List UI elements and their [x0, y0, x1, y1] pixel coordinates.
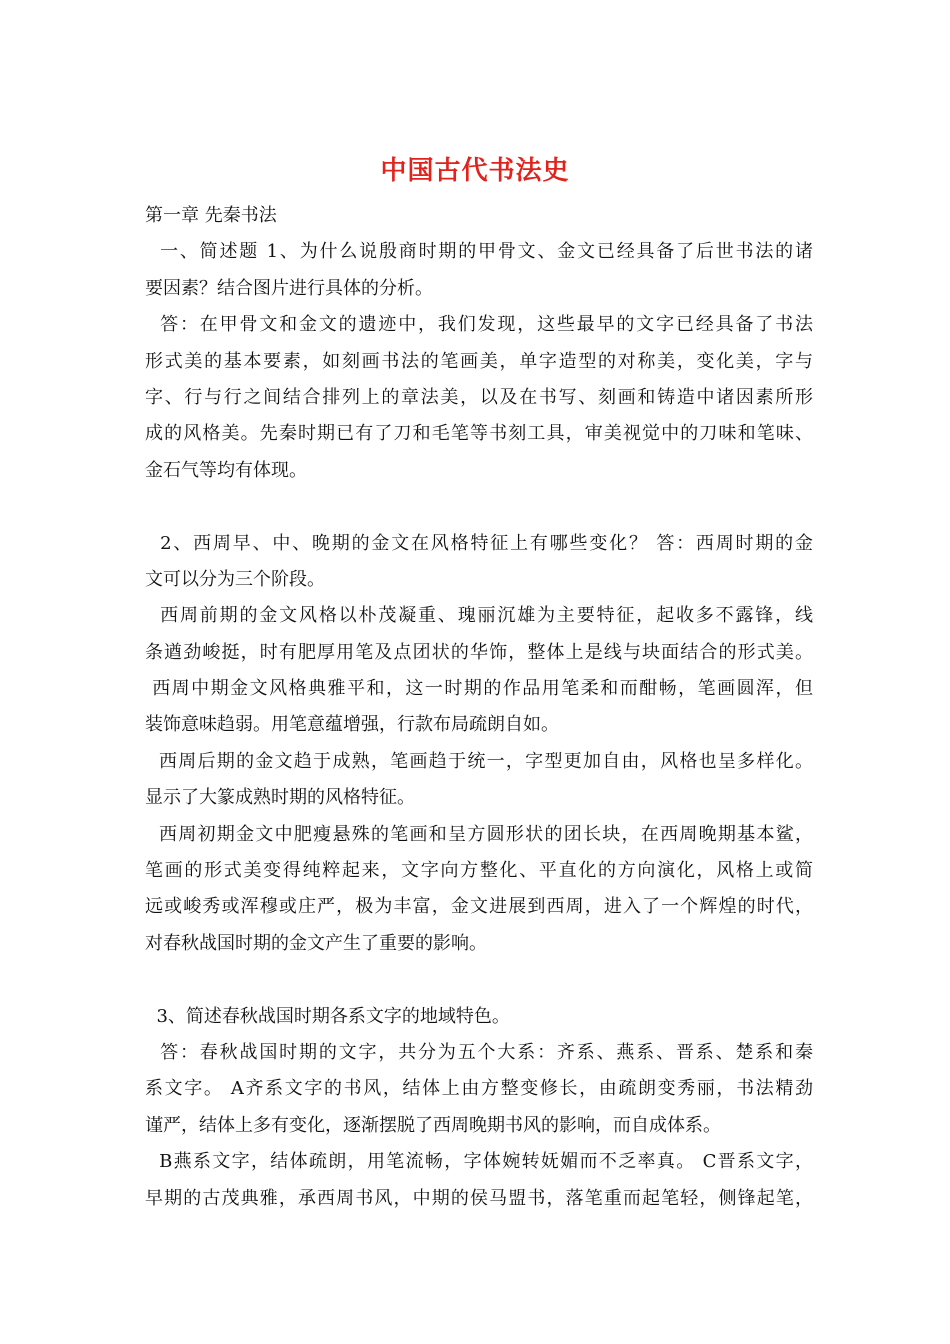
text-line: 条遒劲峻挺，时有肥厚用笔及点团状的华饰，整体上是线与块面结合的形式美。: [145, 641, 813, 663]
text-line: 对春秋战国时期的金文产生了重要的影响。: [145, 932, 487, 954]
text-line: 西周前期的金文风格以朴茂凝重、瑰丽沉雄为主要特征，起收多不露锋，线: [145, 605, 813, 627]
text-line: 远或峻秀或浑穆或庄严，极为丰富，金文进展到西周，进入了一个辉煌的时代，: [145, 896, 813, 918]
text-line: 一、简述题 1、为什么说殷商时期的甲骨文、金文已经具备了后世书法的诸: [145, 241, 813, 263]
document-title: 中国古代书法史: [380, 156, 570, 186]
text-line: 谨严，结体上多有变化，逐渐摆脱了西周晚期书风的影响，而自成体系。: [145, 1114, 721, 1136]
blank-line: [145, 962, 813, 998]
text-line: 金石气等均有体现。: [145, 459, 307, 481]
document-body: [145, 198, 813, 1217]
text-line: 笔画的形式美变得纯粹起来，文字向方整化、平直化的方向演化，风格上或简: [145, 860, 813, 882]
blank-line: [145, 489, 813, 525]
text-line: 要因素？结合图片进行具体的分析。: [145, 277, 433, 299]
text-line: 西周后期的金文趋于成熟，笔画趋于统一，字型更加自由，风格也呈多样化。: [145, 750, 813, 772]
text-line: 早期的古茂典雅，承西周书风，中期的侯马盟书，落笔重而起笔轻，侧锋起笔，: [145, 1187, 813, 1209]
text-line: B燕系文字，结体疏朗，用笔流畅，字体婉转妩媚而不乏率真。 C晋系文字，: [145, 1151, 813, 1173]
text-line: 西周初期金文中肥瘦悬殊的笔画和呈方圆形状的团长块，在西周晚期基本鲨，: [145, 823, 813, 845]
text-line: 形式美的基本要素，如刻画书法的笔画美，单字造型的对称美，变化美，字与: [145, 350, 813, 372]
text-line: 西周中期金文风格典雅平和，这一时期的作品用笔柔和而酣畅，笔画圆浑，但: [145, 678, 813, 700]
text-line: 成的风格美。先秦时期已有了刀和毛笔等书刻工具，审美视觉中的刀味和笔味、: [145, 423, 813, 445]
text-line: 文可以分为三个阶段。: [145, 568, 325, 590]
text-line: 系文字。 A齐系文字的书风，结体上由方整变修长，由疏朗变秀丽，书法精劲: [145, 1078, 813, 1100]
text-line: 答：春秋战国时期的文字，共分为五个大系：齐系、燕系、晋系、楚系和秦: [145, 1041, 813, 1063]
text-line: 3、简述春秋战国时期各系文字的地域特色。: [145, 1005, 510, 1027]
text-line: 2、西周早、中、晚期的金文在风格特征上有哪些变化？ 答：西周时期的金: [145, 532, 813, 554]
text-line: 字、行与行之间结合排列上的章法美，以及在书写、刻画和铸造中诸因素所形: [145, 386, 813, 408]
text-line: 第一章 先秦书法: [145, 205, 277, 226]
text-line: 显示了大篆成熟时期的风格特征。: [145, 787, 415, 809]
text-line: 答：在甲骨文和金文的遗迹中，我们发现，这些最早的文字已经具备了书法: [145, 314, 813, 336]
text-line: 装饰意味趋弱。用笔意蕴增强，行款布局疏朗自如。: [145, 714, 559, 736]
